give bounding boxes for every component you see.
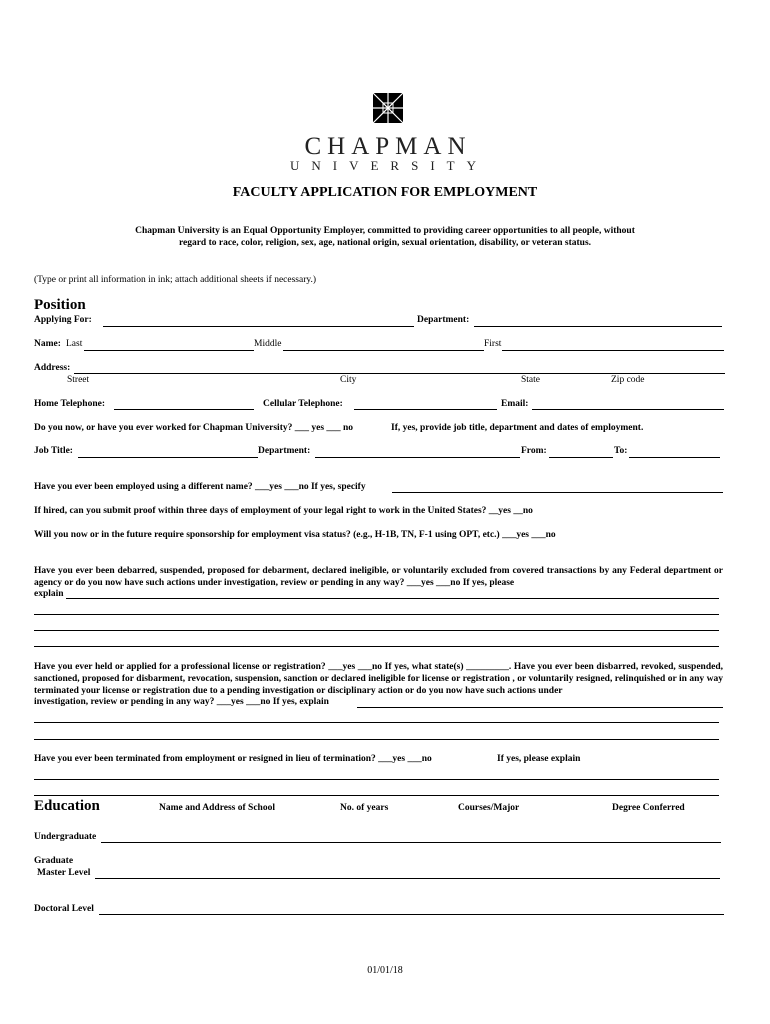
different-name-question: Have you ever been employed using a different name? ___yes ___no If yes, specify — [34, 482, 366, 492]
debarment-explain-line-4 — [34, 646, 719, 647]
last-name-label: Last — [66, 339, 83, 349]
street-caption: Street — [67, 375, 90, 385]
job-title-field[interactable] — [79, 444, 256, 456]
logo-name-bottom: UNIVERSITY — [290, 158, 488, 173]
email-label: Email: — [501, 399, 529, 409]
address-field[interactable] — [76, 360, 724, 372]
cellular-telephone-line — [354, 409, 497, 410]
col-courses-header: Courses/Major — [458, 803, 520, 813]
eeo-statement-line1: Chapman University is an Equal Opportunity Employer, committed to providing career opportunities to all people, without — [135, 226, 635, 236]
undergraduate-line — [101, 842, 721, 843]
page-title: FACULTY APPLICATION FOR EMPLOYMENT — [232, 185, 538, 200]
name-label: Name: — [34, 339, 61, 349]
applying-for-field[interactable] — [104, 313, 412, 325]
logo-name-top: CHAPMAN — [304, 133, 472, 160]
prior-department-line — [315, 457, 520, 458]
last-name-line — [84, 350, 254, 351]
visa-sponsorship-question: Will you now or in the future require sponsorship for employment visa status? (e.g., H-1B, TN, F-1 using OPT, etc.) ___yes ___no — [34, 530, 556, 540]
license-explain-line-1 — [357, 707, 723, 708]
email-field[interactable] — [533, 396, 722, 408]
home-telephone-label: Home Telephone: — [34, 399, 105, 409]
col-years-header: No. of years — [340, 803, 389, 813]
from-date-field[interactable] — [550, 444, 611, 456]
master-level-field[interactable] — [96, 865, 718, 877]
worked-for-chapman-question: Do you now, or have you ever worked for Chapman University? ___ yes ___ no — [34, 423, 354, 433]
first-name-label: First — [484, 339, 502, 349]
from-date-label: From: — [521, 446, 547, 456]
terminated-explain-line-2 — [34, 795, 719, 796]
license-explain-field[interactable] — [358, 694, 721, 706]
debarment-explain-line-2 — [34, 614, 719, 615]
position-heading: Position — [34, 297, 86, 313]
middle-name-label: Middle — [254, 339, 282, 349]
logo-mark-icon — [372, 92, 404, 124]
to-date-label: To: — [614, 446, 628, 456]
instructions: (Type or print all information in ink; attach additional sheets if necessary.) — [34, 275, 317, 285]
zip-caption: Zip code — [611, 375, 645, 385]
master-level-line — [95, 878, 720, 879]
doctoral-level-label: Doctoral Level — [34, 904, 94, 914]
from-date-line — [549, 457, 613, 458]
col-school-header: Name and Address of School — [159, 803, 275, 813]
home-telephone-line — [114, 409, 254, 410]
worked-followup-instruction: If, yes, provide job title, department and dates of employment. — [391, 423, 644, 433]
eeo-statement-line2: regard to race, color, religion, sex, age, national origin, sexual orientation, disability, or veteran status. — [178, 238, 592, 248]
doctoral-level-field[interactable] — [100, 901, 722, 913]
first-name-field[interactable] — [503, 337, 722, 349]
graduate-label: Graduate — [34, 856, 74, 866]
footer-date: 01/01/18 — [367, 965, 403, 976]
to-date-line — [629, 457, 720, 458]
address-line — [74, 373, 725, 374]
debarment-explain-line-3 — [34, 630, 719, 631]
to-date-field[interactable] — [630, 444, 718, 456]
different-name-field[interactable] — [393, 479, 721, 491]
doctoral-level-line — [99, 914, 724, 915]
debarment-explain-label: explain — [34, 589, 64, 599]
prior-department-field[interactable] — [316, 444, 518, 456]
job-title-label: Job Title: — [34, 446, 73, 456]
master-level-label: Master Level — [37, 868, 91, 878]
applying-for-line — [103, 326, 414, 327]
work-proof-question: If hired, can you submit proof within three days of employment of your legal right to work in the United States? __yes __no — [34, 506, 533, 516]
education-heading: Education — [34, 798, 100, 814]
last-name-field[interactable] — [85, 337, 252, 349]
department-label: Department: — [417, 315, 470, 325]
undergraduate-label: Undergraduate — [34, 832, 97, 842]
terminated-followup: If yes, please explain — [497, 754, 581, 764]
license-question-last-line: investigation, review or pending in any way? ___yes ___no If yes, explain — [34, 697, 329, 707]
license-explain-line-2 — [34, 722, 719, 723]
undergraduate-field[interactable] — [102, 829, 719, 841]
first-name-line — [502, 350, 724, 351]
cellular-telephone-label: Cellular Telephone: — [263, 399, 343, 409]
city-caption: City — [340, 375, 357, 385]
department-field[interactable] — [476, 313, 721, 325]
cellular-telephone-field[interactable] — [355, 396, 495, 408]
address-label: Address: — [34, 363, 71, 373]
prior-department-label: Department: — [258, 446, 311, 456]
col-degree-header: Degree Conferred — [612, 803, 685, 813]
license-explain-line-3 — [34, 739, 719, 740]
debarment-explain-line-1 — [66, 598, 719, 599]
state-caption: State — [521, 375, 540, 385]
debarment-explain-field[interactable] — [67, 585, 717, 597]
email-line — [532, 409, 724, 410]
applying-for-label: Applying For: — [34, 315, 92, 325]
middle-name-field[interactable] — [284, 337, 482, 349]
middle-name-line — [283, 350, 484, 351]
university-logo — [290, 92, 490, 172]
license-question: Have you ever held or applied for a professional license or registration? ___yes ___no If yes, what state(s) _________. Have you ever been disbarred, revoked, suspended, sanctioned, proposed for disbarment, revocation, suspension, sanction or declared ineligible for license or registration , or voluntarily resigned, relinquished or in any way terminated your license or registration due to a pending investigation or disciplinary action or do you now have such actions under — [34, 662, 723, 696]
home-telephone-field[interactable] — [115, 396, 252, 408]
different-name-line — [392, 492, 723, 493]
department-line — [474, 326, 722, 327]
terminated-question: Have you ever been terminated from employment or resigned in lieu of termination? ___yes ___no — [34, 754, 432, 764]
debarment-question: Have you ever been debarred, suspended, proposed for debarment, declared ineligible, or voluntarily excluded from covered transactions by any Federal department or agency or do you now have such actions under investigation, review or pending in any way? ___yes ___no If yes, please — [34, 566, 723, 588]
terminated-explain-line-1 — [34, 779, 719, 780]
job-title-line — [78, 457, 258, 458]
